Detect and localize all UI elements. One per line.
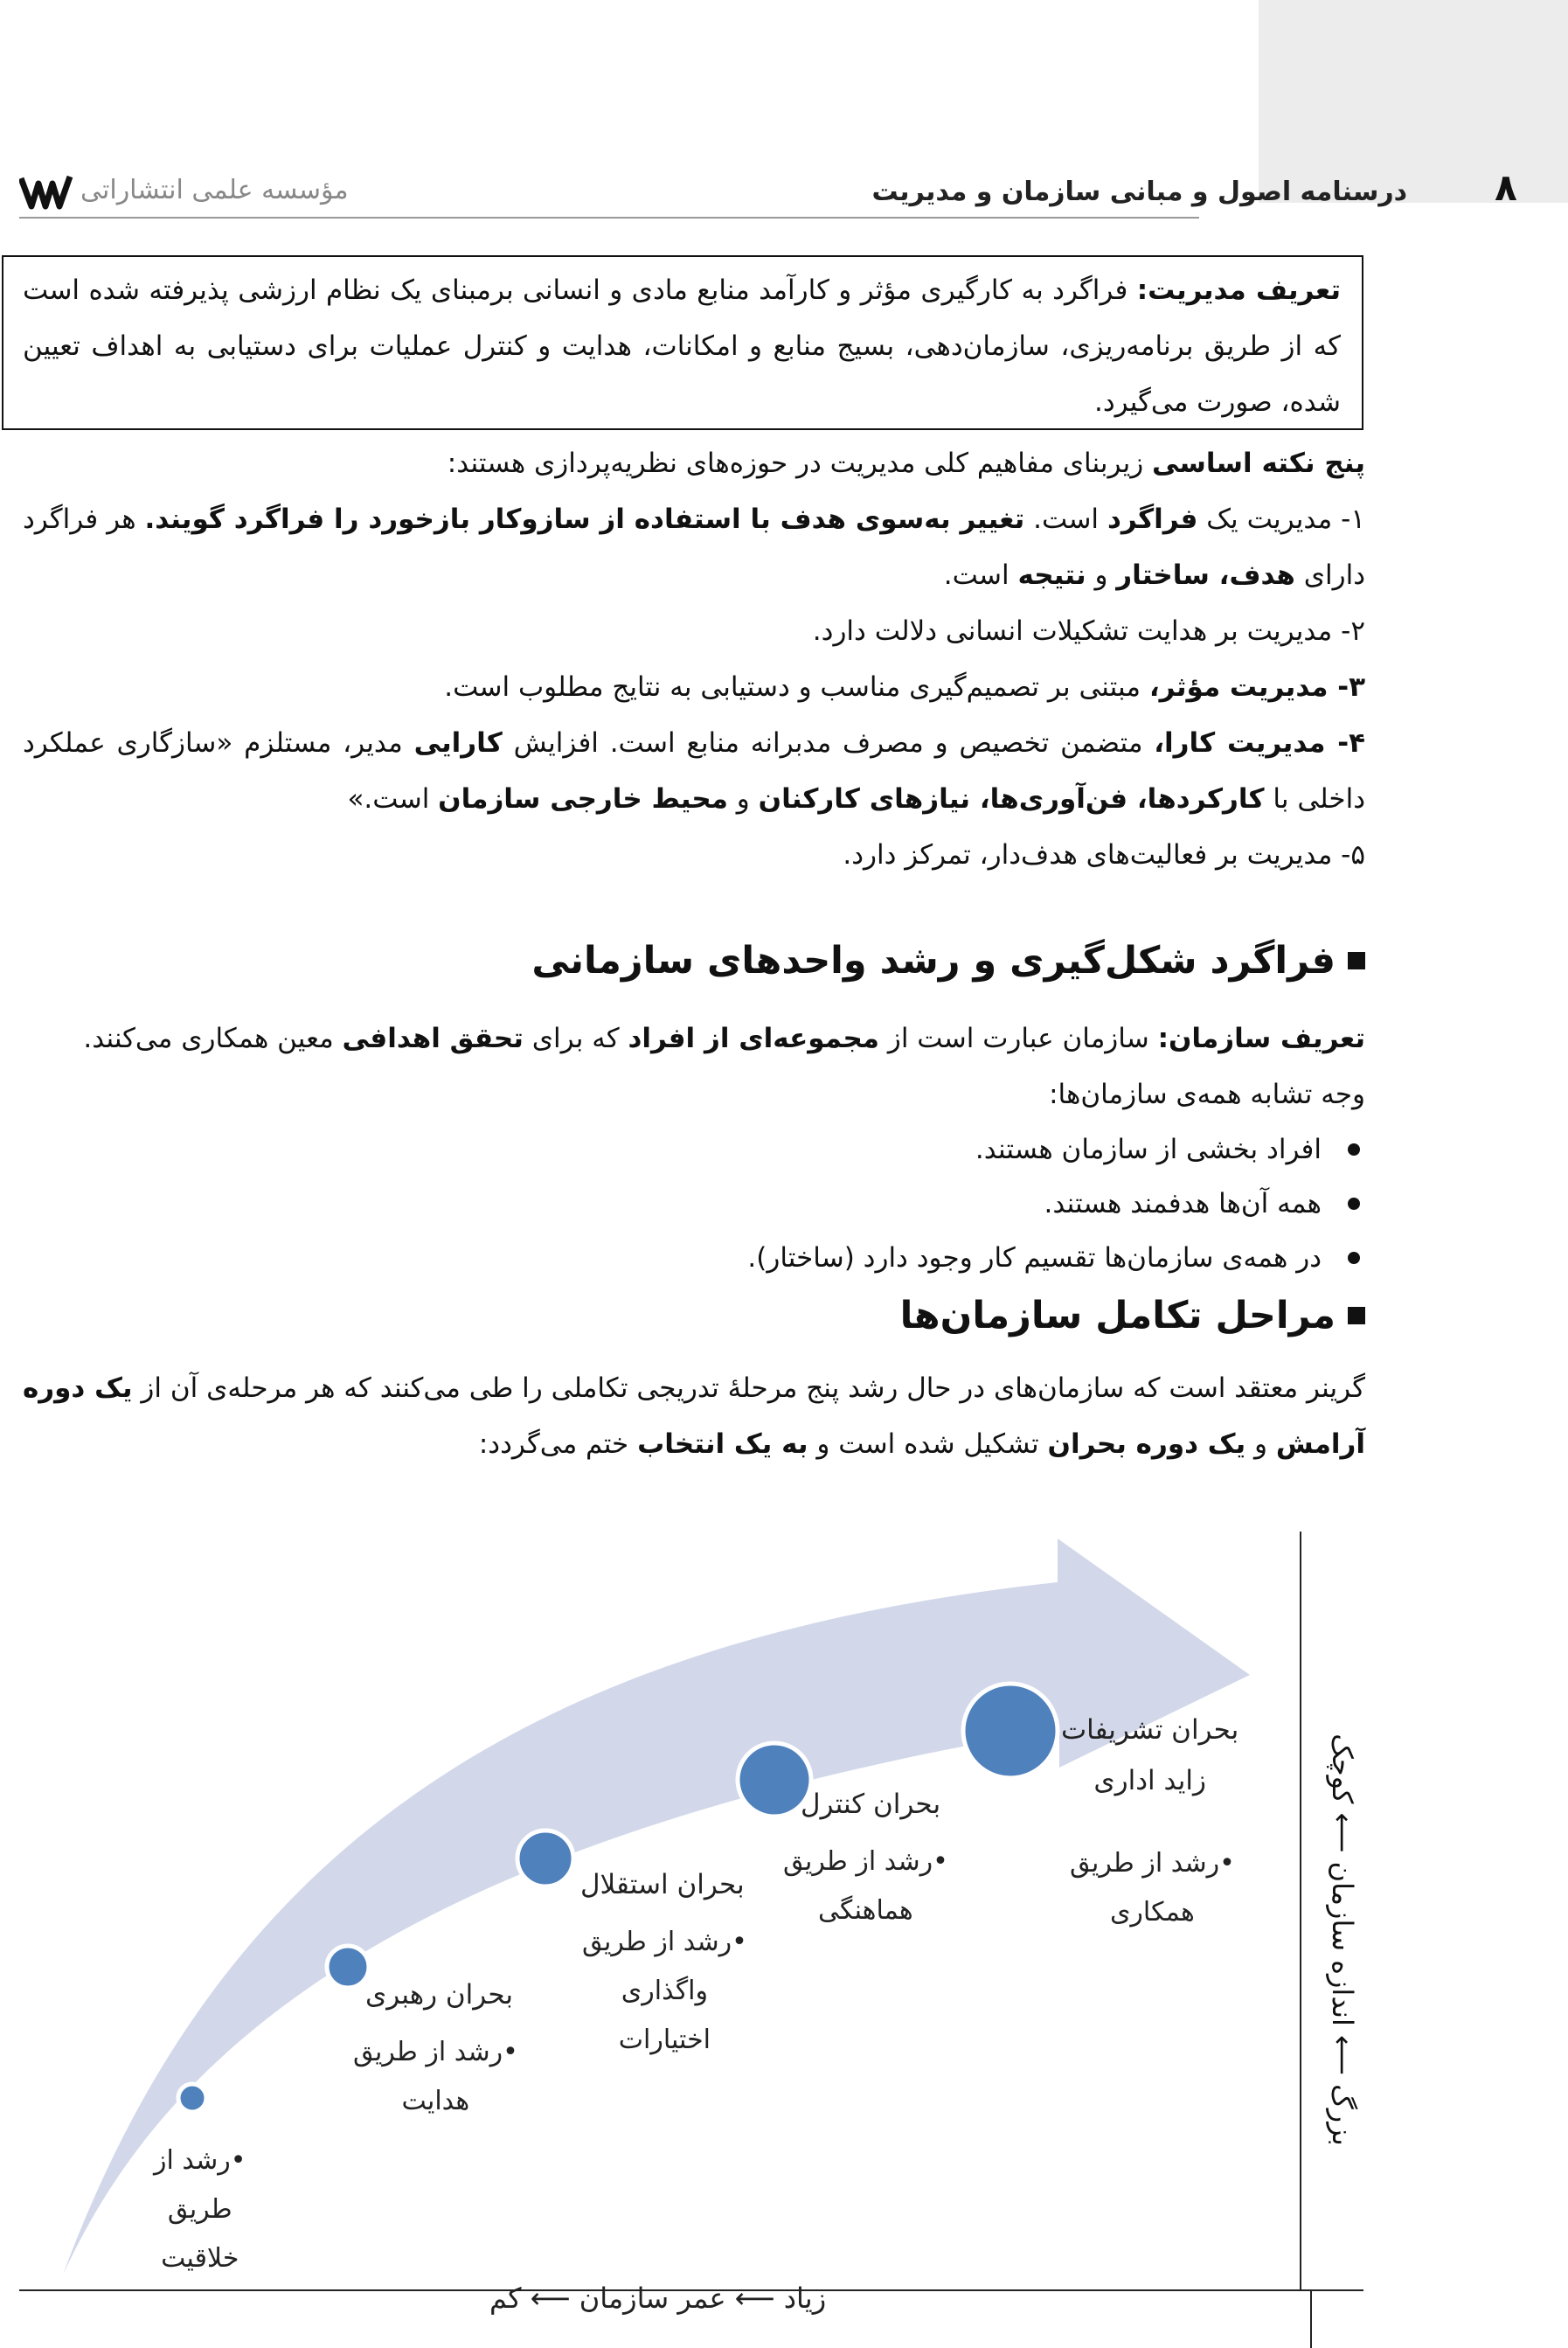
stage-2-growth xyxy=(353,2028,518,2126)
point-3 xyxy=(23,659,1365,715)
stage-3-growth-line: •رشد از طریق xyxy=(582,1927,747,1957)
point-4-a: ۴- مدیریت کارا، xyxy=(1154,727,1365,759)
greiner-a: گرینر معتقد است که سازمان‌های در حال رشد پنج مرحلۀ تدریجی تکاملی را طی می‌کنند که هر مرحله‌ی آن از xyxy=(132,1372,1366,1404)
point-1-f: هدف، ساختار xyxy=(1116,559,1295,591)
section-heading-evolution-text: مراحل تکامل سازمان‌ها xyxy=(899,1294,1336,1337)
stage-2-growth-line: •رشد از طریق xyxy=(353,2037,518,2067)
definition-label: تعریف مدیریت: xyxy=(1136,274,1341,306)
list-item: افراد بخشی از سازمان هستند. xyxy=(23,1122,1365,1177)
management-definition-box xyxy=(2,255,1363,430)
stage-1-growth-line: طریق xyxy=(167,2194,232,2225)
stage-5-growth-line: •رشد از طریق xyxy=(1070,1848,1235,1879)
stage-4-growth-line: هماهنگی xyxy=(818,1895,913,1926)
point-1-a: ۱- مدیریت یک xyxy=(1197,504,1365,535)
stage-4-growth-line: •رشد از طریق xyxy=(783,1846,948,1877)
organization-definition-label: تعریف سازمان: xyxy=(1157,1023,1365,1054)
greiner-e: تشکیل شده است و xyxy=(808,1428,1048,1460)
stage-3-crisis: بحران استقلال xyxy=(580,1869,745,1900)
x-axis-label: زیاد ⟵ عمر سازمان ⟵ کم xyxy=(489,2282,827,2315)
heading-square-icon xyxy=(1348,1307,1365,1324)
section-heading-evolution xyxy=(900,1294,1365,1337)
greiner-paragraph xyxy=(23,1360,1365,1472)
point-3-b: مبتنی بر تصمیم‌گیری مناسب و دستیابی به نتایج مطلوب است. xyxy=(444,671,1149,703)
point-1-e: هر فراگرد دارای xyxy=(23,504,1365,591)
point-4-h: است.» xyxy=(347,783,439,815)
point-3-a: ۳- مدیریت مؤثر، xyxy=(1148,671,1365,703)
points-intro xyxy=(23,435,1365,491)
section-heading-formation-text: فراگرد شکل‌گیری و رشد واحدهای سازمانی xyxy=(531,939,1336,983)
common-features-list xyxy=(23,1122,1365,1285)
stage-2-growth-line: هدایت xyxy=(401,2086,470,2116)
org-def-a: سازمان عبارت است از xyxy=(879,1023,1158,1054)
point-1-h: نتیجه xyxy=(1017,559,1086,591)
stage-5-growth xyxy=(1070,1839,1235,1937)
point-1 xyxy=(23,491,1365,603)
point-1-i: است. xyxy=(943,559,1018,591)
point-4-e: کارکردها، فن‌آوری‌ها، نیازهای کارکنان xyxy=(758,783,1265,815)
page-header xyxy=(19,166,1554,219)
org-def-e: معین همکاری می‌کنند. xyxy=(83,1023,343,1054)
section-heading-formation xyxy=(531,939,1365,983)
publisher-name: مؤسسه علمی انتشاراتی xyxy=(80,175,349,205)
stage-3-node xyxy=(517,1830,573,1886)
greiner-c: و xyxy=(1245,1428,1276,1460)
stage-5-node xyxy=(963,1684,1058,1778)
stage-4-growth xyxy=(783,1837,948,1935)
y-axis-label: بزرگ ⟵ اندازه سازمان ⟵ کوچک xyxy=(1326,1733,1359,2146)
org-def-b: مجموعه‌ای از افراد xyxy=(628,1023,880,1054)
org-def-c: که برای xyxy=(523,1023,628,1054)
stage-3-growth-line: واگذاری xyxy=(621,1976,708,2006)
stage-1-growth-line: خلاقیت xyxy=(161,2243,239,2274)
stage-3-growth xyxy=(582,1918,747,2065)
book-title: درسنامه اصول و مبانی سازمان و مدیریت xyxy=(871,177,1407,207)
stage-4-crisis: بحران کنترل xyxy=(801,1789,941,1820)
point-4-d: مدیر، مستلزم «سازگاری عملکرد داخلی با xyxy=(23,727,1365,815)
greiner-g: ختم می‌گردد: xyxy=(478,1428,638,1460)
point-5: ۵- مدیریت بر فعالیت‌های هدف‌دار، تمرکز دارد. xyxy=(843,839,1365,871)
point-1-d: تغییر به‌سوی هدف با استفاده از سازوکار بازخورد را فراگرد گویند. xyxy=(144,504,1025,535)
greiner-paragraph-box xyxy=(23,1360,1365,1472)
stage-5-growth-line: همکاری xyxy=(1109,1897,1195,1928)
point-4-f: و xyxy=(727,783,759,815)
greiner-f: به یک انتخاب xyxy=(637,1428,808,1460)
publisher-logo-icon xyxy=(19,171,73,212)
page-number: ۸ xyxy=(1495,166,1517,209)
header-rule xyxy=(19,217,1199,219)
point-4-b: متضمن تخصیص و مصرف مدبرانه منابع است. افزایش xyxy=(502,727,1155,759)
organization-definition xyxy=(23,1011,1365,1066)
point-1-b: فراگرد xyxy=(1107,504,1198,535)
point-1-g: و xyxy=(1086,559,1117,591)
org-def-d: تحقق اهدافی xyxy=(342,1023,524,1054)
point-4 xyxy=(23,715,1365,827)
stage-5-crisis xyxy=(1061,1705,1238,1806)
stage-3-growth-line: اختیارات xyxy=(618,2025,711,2055)
greiner-d: یک دوره بحران xyxy=(1047,1428,1246,1460)
stage-1-node xyxy=(178,2084,206,2112)
y-axis xyxy=(1316,1670,1369,2229)
point-2: ۲- مدیریت بر هدایت تشکیلات انسانی دلالت دارد. xyxy=(812,615,1365,647)
stage-5-crisis-line: بحران تشریفات xyxy=(1061,1714,1239,1746)
heading-square-icon xyxy=(1348,952,1365,969)
point-1-c: است. xyxy=(1024,504,1107,535)
point-4-c: کارایی xyxy=(413,727,503,759)
greiner-growth-diagram xyxy=(0,1512,1568,2348)
stage-2-node xyxy=(327,1946,369,1988)
organization-definition-section xyxy=(23,1011,1365,1285)
stage-5-crisis-line: زاید اداری xyxy=(1093,1765,1206,1796)
list-item: در همه‌ی سازمان‌ها تقسیم کار وجود دارد (ساختار). xyxy=(23,1231,1365,1285)
five-points-section xyxy=(23,435,1365,883)
stage-1-growth-line: •رشد از xyxy=(154,2145,246,2176)
points-intro-rest: زیربنای مفاهیم کلی مدیریت در حوزه‌های نظریه‌پردازی هستند: xyxy=(447,448,1153,479)
stage-2-crisis: بحران رهبری xyxy=(365,1979,514,2011)
points-intro-bold: پنج نکته اساسی xyxy=(1152,448,1365,479)
definition-text: فراگرد به کارگیری مؤثر و کارآمد منابع مادی و انسانی برمبنای یک نظام ارزشی پذیرفته شده است که از طریق برنامه‌ریزی، سازمان‌دهی، بسیج منابع و امکانات، هدایت و کنترل عملیات برای دستیابی به اهداف تعیین شده، صورت می‌گیرد. xyxy=(23,274,1341,418)
point-4-g: محیط خارجی سازمان xyxy=(438,783,728,815)
common-features-label: وجه تشابه همه‌ی سازمان‌ها: xyxy=(1049,1079,1365,1110)
stage-1-growth xyxy=(154,2136,246,2283)
greiner-b: یک دوره آرامش xyxy=(23,1372,1365,1460)
list-item: همه آن‌ها هدفمند هستند. xyxy=(23,1177,1365,1231)
